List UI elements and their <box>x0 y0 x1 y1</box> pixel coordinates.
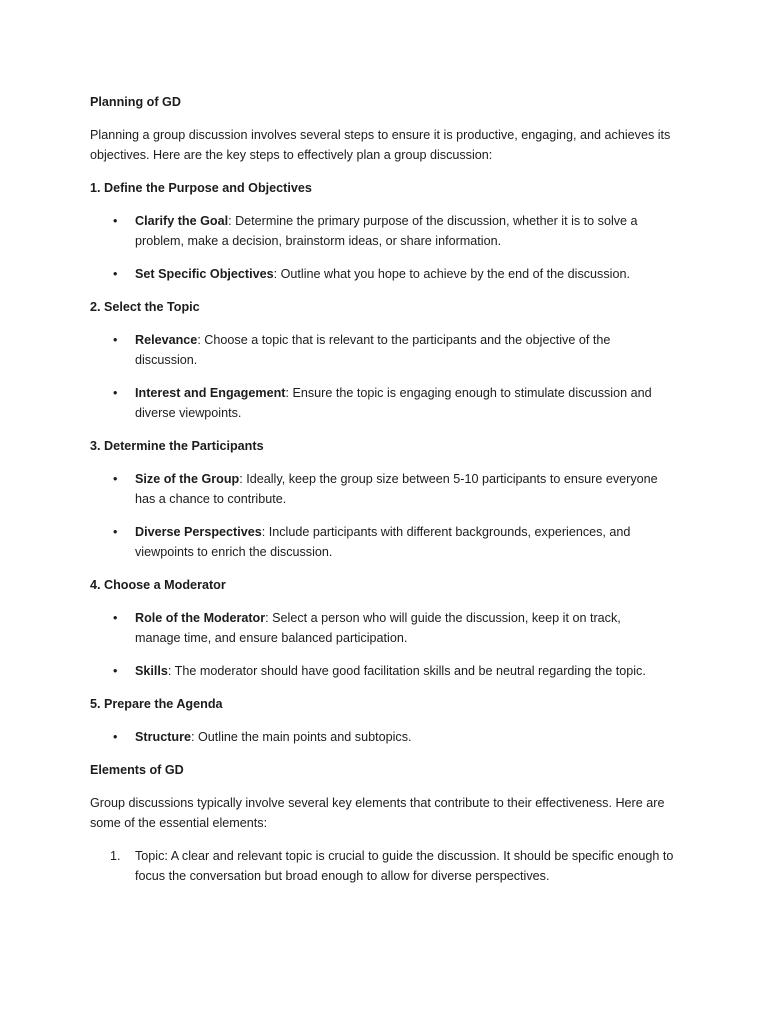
list-item <box>90 469 660 509</box>
section-heading: 3. Determine the Participants <box>90 439 264 453</box>
list-item <box>90 211 660 251</box>
item-text: : Ideally, keep the group size between 5-10 participants to ensure everyone has a chance to contribute. <box>135 472 658 506</box>
item-term: Structure <box>135 730 191 744</box>
item-term: Relevance <box>135 333 198 347</box>
item-text: : Include participants with different backgrounds, experiences, and viewpoints to enrich the discussion. <box>135 525 631 559</box>
section-heading: 2. Select the Topic <box>90 300 200 314</box>
bullet-list <box>90 608 690 681</box>
bullet-icon: • <box>113 664 118 678</box>
item-term: Set Specific Objectives <box>135 267 274 281</box>
bullet-list <box>90 211 690 284</box>
bullet-icon: • <box>113 333 118 347</box>
item-text: : Choose a topic that is relevant to the participants and the objective of the discussion. <box>135 333 611 367</box>
bullet-icon: • <box>113 525 118 539</box>
document-page <box>90 92 690 886</box>
bullet-icon: • <box>113 730 118 744</box>
item-text: : Determine the primary purpose of the discussion, whether it is to solve a problem, make a decision, brainstorm ideas, or share information. <box>135 214 638 248</box>
bullet-icon: • <box>113 267 118 281</box>
list-item <box>90 661 660 681</box>
item-term: Clarify the Goal <box>135 214 229 228</box>
numbered-item <box>90 846 680 886</box>
item-term: Skills <box>135 664 168 678</box>
bullet-icon: • <box>113 386 118 400</box>
bullet-list <box>90 330 690 423</box>
item-text: : Select a person who will guide the discussion, keep it on track, manage time, and ensure balanced participation. <box>135 611 621 645</box>
section-heading: 5. Prepare the Agenda <box>90 697 223 711</box>
item-text: : Ensure the topic is engaging enough to stimulate discussion and diverse viewpoints. <box>135 386 652 420</box>
list-item <box>90 522 660 562</box>
list-item <box>90 727 660 747</box>
elements-heading: Elements of GD <box>90 763 184 777</box>
item-text: : The moderator should have good facilitation skills and be neutral regarding the topic. <box>167 664 646 678</box>
item-number: 1. <box>110 849 121 863</box>
elements-list <box>90 846 690 886</box>
item-term: Interest and Engagement <box>135 386 286 400</box>
list-item <box>90 264 660 284</box>
bullet-list <box>90 469 690 562</box>
bullet-icon: • <box>113 472 118 486</box>
list-item <box>90 608 660 648</box>
document-title: Planning of GD <box>90 95 181 109</box>
list-item <box>90 330 660 370</box>
elements-intro-paragraph: Group discussions typically involve several key elements that contribute to their effectiveness. Here are some of the essential elements: <box>90 796 665 830</box>
section-heading: 4. Choose a Moderator <box>90 578 226 592</box>
bullet-list <box>90 727 690 747</box>
section-heading: 1. Define the Purpose and Objectives <box>90 181 312 195</box>
bullet-icon: • <box>113 214 118 228</box>
item-text: Topic: A clear and relevant topic is crucial to guide the discussion. It should be specific enough to focus the conversation but broad enough to allow for diverse perspectives. <box>135 849 674 883</box>
item-text: : Outline the main points and subtopics. <box>190 730 412 744</box>
item-term: Role of the Moderator <box>135 611 266 625</box>
intro-paragraph: Planning a group discussion involves several steps to ensure it is productive, engaging, and achieves its objectives. Here are the key steps to effectively plan a group discussion: <box>90 128 671 162</box>
bullet-icon: • <box>113 611 118 625</box>
item-term: Size of the Group <box>135 472 240 486</box>
sections-container <box>90 178 690 747</box>
item-text: : Outline what you hope to achieve by the end of the discussion. <box>273 267 630 281</box>
list-item <box>90 383 660 423</box>
item-term: Diverse Perspectives <box>135 525 262 539</box>
